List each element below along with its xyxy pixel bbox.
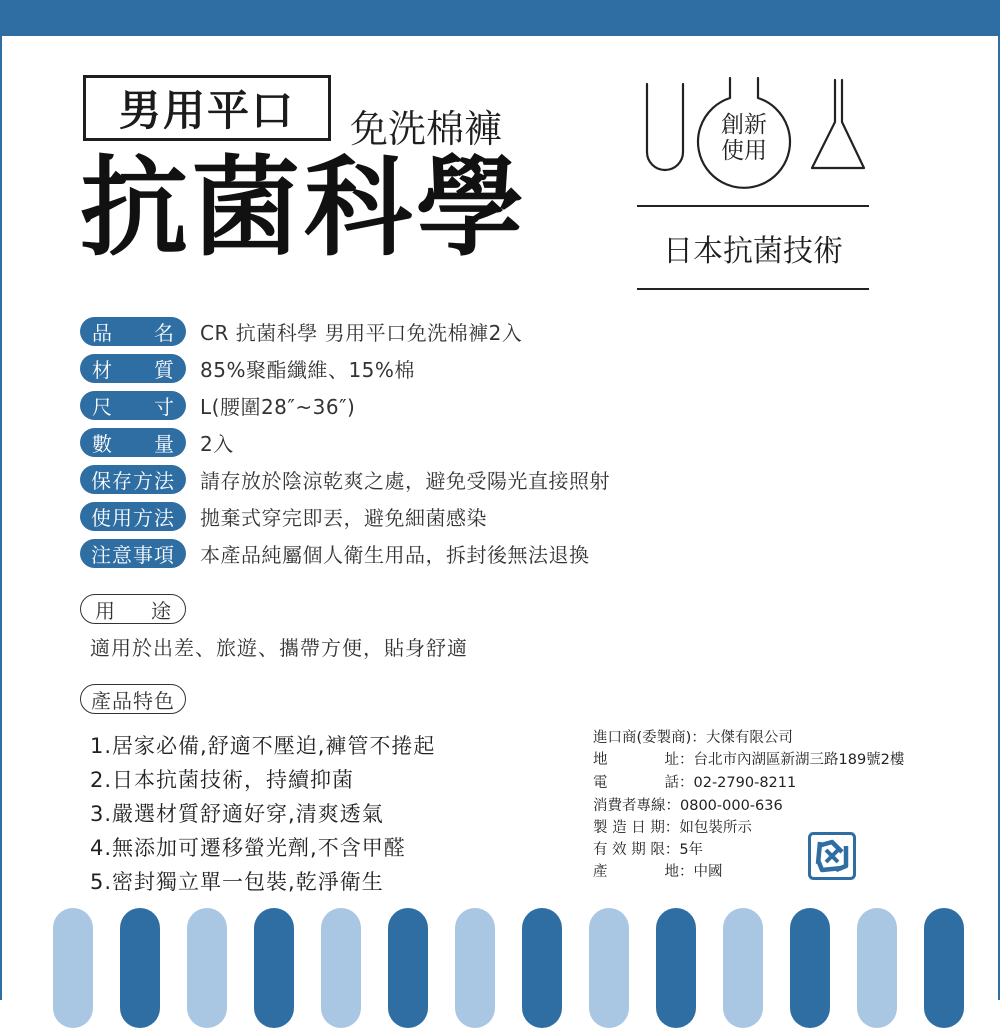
spec-label: 注意事項: [80, 539, 186, 568]
product-tag: 男用平口: [83, 75, 331, 141]
manufacture-date-info: 製 造 日 期：如包裝所示: [593, 820, 752, 836]
spec-row-notice: [80, 538, 590, 568]
feature-item: 5.密封獨立單一包裝,乾淨衛生: [90, 870, 384, 894]
divider: [637, 205, 869, 207]
decorative-stripe: [120, 908, 160, 1028]
decorative-stripe: [924, 908, 964, 1028]
spec-value: 本產品純屬個人衛生用品，拆封後無法退換: [200, 542, 590, 567]
decorative-stripe: [723, 908, 763, 1028]
recycle-icon: [808, 832, 856, 880]
decorative-stripe: [857, 908, 897, 1028]
decorative-stripe: [388, 908, 428, 1028]
top-bar: [0, 0, 1000, 36]
badge-line-1: 創新: [721, 112, 767, 138]
spec-value: L(腰圍28″~36″): [200, 394, 356, 419]
spec-row-quantity: [80, 427, 234, 457]
usage-label: 用 途: [80, 594, 186, 624]
spec-value: 請存放於陰涼乾爽之處，避免受陽光直接照射: [200, 468, 610, 493]
spec-row-size: [80, 390, 355, 420]
decorative-stripe: [53, 908, 93, 1028]
phone-info: 電 話 ：02-2790-8211: [593, 775, 797, 791]
spec-label: 數 量: [80, 428, 186, 457]
importer-info: 進口商(委製商)：大傑有限公司: [593, 730, 793, 746]
badge-line-2: 使用: [721, 138, 767, 164]
decorative-stripe: [656, 908, 696, 1028]
decorative-stripe: [589, 908, 629, 1028]
address-info: 地 址 ：台北市內湖區新湖三路189號2樓: [593, 752, 905, 768]
decorative-stripe: [790, 908, 830, 1028]
feature-item: 1.居家必備,舒適不壓迫,褲管不捲起: [90, 734, 436, 758]
left-border: [0, 36, 2, 1000]
page-title: 抗菌科學: [80, 146, 529, 271]
feature-item: 3.嚴選材質舒適好穿,清爽透氣: [90, 802, 384, 826]
spec-value: 85%聚酯纖維、15%棉: [200, 357, 415, 382]
lab-glassware-icon: [630, 70, 880, 190]
decorative-stripe: [187, 908, 227, 1028]
decorative-stripe: [522, 908, 562, 1028]
spec-row-material: [80, 353, 415, 383]
spec-row-name: [80, 316, 522, 346]
product-subtitle: 免洗棉褲: [350, 107, 503, 151]
features-label: 產品特色: [80, 684, 186, 714]
feature-item: 4.無添加可遷移螢光劑,不含甲醛: [90, 836, 406, 860]
spec-label: 品 名: [80, 317, 186, 346]
spec-label: 保存方法: [80, 465, 186, 494]
feature-item: 2.日本抗菌技術，持續抑菌: [90, 768, 355, 792]
origin-info: 產 地 ：中國: [593, 864, 723, 880]
spec-label: 尺 寸: [80, 391, 186, 420]
hotline-info: 消費者專線：0800-000-636: [593, 798, 783, 814]
decorative-stripe: [321, 908, 361, 1028]
spec-value: 拋棄式穿完即丟，避免細菌感染: [200, 505, 487, 530]
usage-text: 適用於出差、旅遊、攜帶方便，貼身舒適: [90, 636, 468, 660]
decorative-stripe: [254, 908, 294, 1028]
spec-row-storage: [80, 464, 610, 494]
spec-row-usage-method: [80, 501, 487, 531]
spec-label: 使用方法: [80, 502, 186, 531]
tech-label: 日本抗菌技術: [663, 234, 843, 269]
expiry-info: 有 效 期 限：5年: [593, 842, 704, 858]
spec-value: 2入: [200, 431, 234, 456]
spec-value: CR 抗菌科學 男用平口免洗棉褲2入: [200, 320, 523, 345]
spec-label: 材 質: [80, 354, 186, 383]
divider: [637, 288, 869, 290]
decorative-stripe: [455, 908, 495, 1028]
